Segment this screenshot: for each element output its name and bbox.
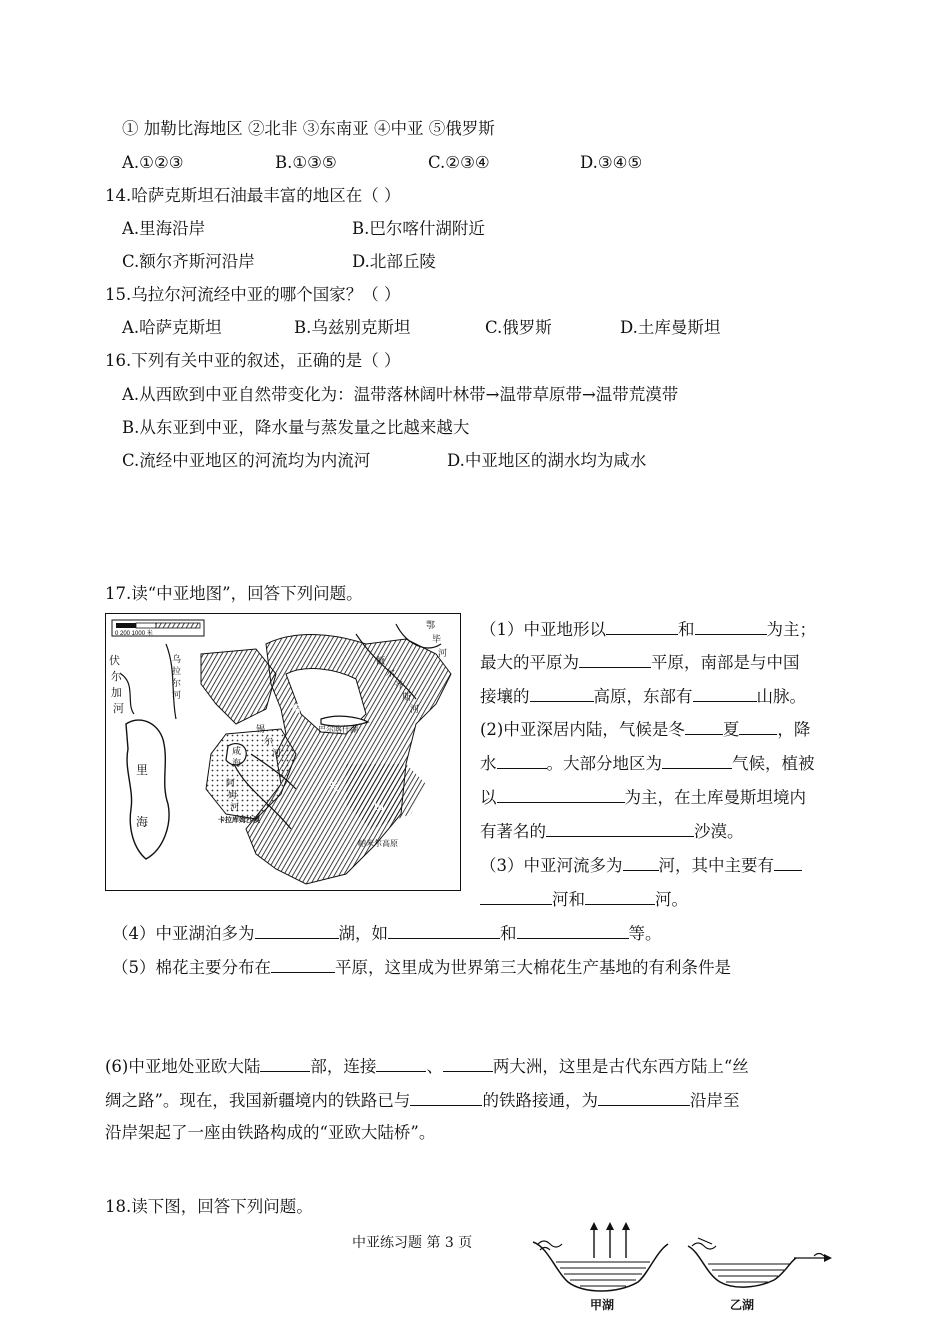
map-scale-bar: [112, 620, 204, 637]
blank-continent-2[interactable]: [443, 1055, 493, 1072]
map-label-irtysh-2: 尔: [386, 668, 396, 678]
map-label-tian: 天: [328, 782, 338, 793]
map-label-pamir: 帕米尔高原: [358, 839, 398, 848]
q14-choice-a[interactable]: A.里海沿岸: [122, 219, 206, 238]
map-label-balkhash: 巴尔喀什湖: [318, 725, 358, 734]
map-label-kazakh-hills: 哈萨克丘陵: [292, 704, 338, 714]
q13-choice-b[interactable]: B.①③⑤: [275, 153, 337, 172]
q13-choice-a[interactable]: A.①②③: [122, 153, 184, 172]
blank-country[interactable]: [410, 1089, 482, 1106]
q14-stem: 14.哈萨克斯坦石油最丰富的地区在（ ）: [105, 186, 401, 205]
blank-plateau[interactable]: [530, 685, 594, 702]
map-label-syr-3: 河: [272, 748, 282, 758]
map-label-ural-3: 尔: [172, 678, 182, 688]
map-label-ural-4: 河: [172, 690, 182, 700]
blank-terrain-1[interactable]: [606, 618, 678, 635]
blank-river-1a[interactable]: [774, 854, 802, 871]
map-label-ob-3: 河: [438, 648, 448, 658]
map-label-caspian-2: 海: [136, 815, 149, 829]
map-label-irtysh-5: 河: [410, 704, 420, 714]
map-label-amu-3: 河: [230, 802, 240, 812]
blank-summer[interactable]: [739, 718, 777, 735]
blank-vegetation[interactable]: [497, 786, 625, 803]
blank-precipitation[interactable]: [497, 752, 547, 769]
map-label-irtysh-3: 齐: [394, 680, 404, 690]
map-label-shan: 山: [374, 802, 384, 813]
blank-terrain-2[interactable]: [695, 618, 767, 635]
map-label-ob-1: 鄂: [426, 620, 436, 630]
q17-p2-line2: 水 。大部分地区为 气候，植被: [480, 754, 815, 773]
q15-choice-d[interactable]: D.土库曼斯坦: [620, 318, 721, 337]
blank-river-2[interactable]: [585, 888, 655, 905]
q17-p6-line2: 绸之路”。现在，我国新疆境内的铁路已与 的铁路接通，为 沿岸至: [105, 1091, 740, 1110]
q17-stem: 17.读“中亚地图”，回答下列问题。: [105, 584, 363, 603]
blank-lake-1[interactable]: [388, 922, 500, 939]
q14-choice-b[interactable]: B.巴尔喀什湖附近: [352, 219, 485, 238]
lake-b-label: 乙湖: [730, 1298, 755, 1312]
page-footer: 中亚练习题 第 3 页: [352, 1235, 473, 1251]
q14-choice-d[interactable]: D.北部丘陵: [352, 252, 436, 271]
map-label-volga-1: 伏: [109, 655, 120, 667]
q16-choice-a[interactable]: A.从西欧到中亚自然带变化为：温带落林阔叶林带→温带草原带→温带荒漠带: [122, 385, 679, 404]
map-label-irtysh-4: 斯: [402, 692, 412, 702]
q17-p1-line3: 接壤的 高原，东部有 山脉。: [480, 687, 806, 706]
q17-p5: （5）棉花主要分布在 平原，这里成为世界第三大棉花生产基地的有利条件是: [112, 958, 731, 977]
map-label-syr-2: 尔: [264, 736, 274, 746]
map-label-volga-2: 尔: [111, 671, 122, 683]
q16-choice-b[interactable]: B.从东亚到中亚，降水量与蒸发量之比越来越大: [122, 418, 470, 437]
blank-coast-1[interactable]: [598, 1089, 690, 1106]
blank-location[interactable]: [260, 1055, 310, 1072]
blank-mountains[interactable]: [693, 685, 757, 702]
q17-p2-line4: 有著名的 沙漠。: [480, 822, 744, 841]
q17-p1-line1: （1）中亚地形以 和 为主；: [480, 620, 816, 639]
map-label-volga-4: 河: [113, 703, 124, 715]
blank-lake-2[interactable]: [517, 922, 629, 939]
lake-a-diagram: [533, 1222, 668, 1291]
lake-diagram: [528, 1222, 858, 1334]
q13-choice-c[interactable]: C.②③④: [428, 153, 490, 172]
q17-p1-line2: 最大的平原为 平原，南部是与中国: [480, 653, 800, 672]
q18-stem: 18.读下图，回答下列问题。: [105, 1197, 313, 1216]
map-label-ural-1: 乌: [172, 654, 182, 664]
q17-p6-line1: (6)中亚地处亚欧大陆 部，连接 、 两大洲，这里是古代东西方陆上“丝: [105, 1057, 749, 1076]
map-label-amu-1: 阿: [226, 778, 236, 788]
map-label-amu-2: 姆: [228, 790, 238, 800]
q16-choice-c[interactable]: C.流经中亚地区的河流均为内流河: [122, 451, 371, 470]
q16-stem: 16.下列有关中亚的叙述，正确的是（ ）: [105, 351, 401, 370]
map-label-karakum: 卡拉库姆沙漠: [218, 817, 260, 824]
q17-p2-line3: 以 为主，在土库曼斯坦境内: [480, 788, 806, 807]
blank-largest-plain[interactable]: [579, 651, 651, 668]
map-label-volga-3: 加: [111, 687, 122, 699]
q17-p6-line3: 沿岸架起了一座由铁路构成的“亚欧大陆桥”。: [105, 1123, 436, 1142]
blank-winter[interactable]: [685, 718, 723, 735]
q17-p3-line1: （3）中亚河流多为 河，其中主要有: [480, 854, 802, 877]
central-asia-map: [105, 613, 461, 891]
blank-cotton-plain[interactable]: [271, 956, 335, 973]
blank-river-1b[interactable]: [480, 888, 552, 905]
q17-p3-line2: 河和 河。: [480, 888, 688, 911]
lake-b-diagram: [688, 1238, 832, 1287]
q14-choice-c[interactable]: C.额尔齐斯河沿岸: [122, 252, 255, 271]
q15-choice-c[interactable]: C.俄罗斯: [485, 318, 552, 337]
blank-lake-type[interactable]: [255, 922, 339, 939]
q13-choice-d[interactable]: D.③④⑤: [580, 153, 643, 172]
map-label-ural-2: 拉: [172, 666, 182, 676]
q17-p4: （4）中亚湖泊多为 湖，如 和 等。: [112, 924, 662, 943]
q15-choice-b[interactable]: B.乌兹别克斯坦: [294, 318, 411, 337]
q13-options-line: ① 加勒比海地区 ②北非 ③东南亚 ④中亚 ⑤俄罗斯: [122, 119, 495, 138]
q15-choice-a[interactable]: A.哈萨克斯坦: [122, 318, 222, 337]
blank-climate[interactable]: [662, 752, 732, 769]
map-label-aral-2: 海: [232, 758, 242, 768]
q17-p2-line1: (2)中亚深居内陆，气候是冬 夏 ，降: [480, 720, 811, 739]
map-label-irtysh-1: 额: [376, 656, 386, 666]
map-label-ob-2: 毕: [432, 634, 442, 644]
map-scale-label: 0 200 1000 米: [115, 631, 153, 637]
blank-desert[interactable]: [546, 820, 694, 837]
q15-stem: 15.乌拉尔河流经中亚的哪个国家？（ ）: [105, 285, 401, 304]
map-label-caspian-1: 里: [136, 763, 149, 777]
blank-river-type[interactable]: [623, 854, 659, 871]
map-label-aral-1: 咸: [232, 746, 242, 756]
blank-continent-1[interactable]: [376, 1055, 426, 1072]
lake-a-label: 甲湖: [590, 1298, 615, 1312]
q16-choice-d[interactable]: D.中亚地区的湖水均为咸水: [447, 451, 647, 470]
map-label-syr-1: 锡: [256, 724, 266, 734]
